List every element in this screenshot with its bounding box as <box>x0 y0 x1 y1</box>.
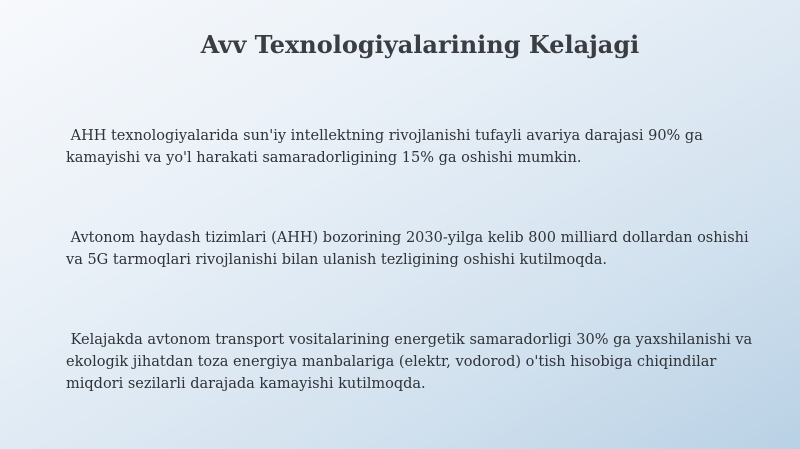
paragraph-market: Avtonom haydash tizimlari (AHH) bozorining 2030-yilga kelib 800 milliard dollardan oshishi va 5G tarmoqlari rivojlanishi bilan ulanish tezligining oshishi kutilmoqda. <box>66 230 754 268</box>
paragraph-safety: AHH texnologiyalarida sun'iy intellektning rivojlanishi tufayli avariya darajasi 90% ga kamayishi va yo'l harakati samaradorligining 15% ga oshishi mumkin. <box>66 128 708 166</box>
slide-title: Avv Texnologiyalarining Kelajagi <box>200 30 640 59</box>
paragraph-energy: Kelajakda avtonom transport vositalarining energetik samaradorligi 30% ga yaxshilanishi va ekologik jihatdan toza energiya manbalariga (elektr, vodorod) o'tish hisobiga chiqindilar miqdori sezilarli darajada kamayishi kutilmoqda. <box>66 332 757 392</box>
